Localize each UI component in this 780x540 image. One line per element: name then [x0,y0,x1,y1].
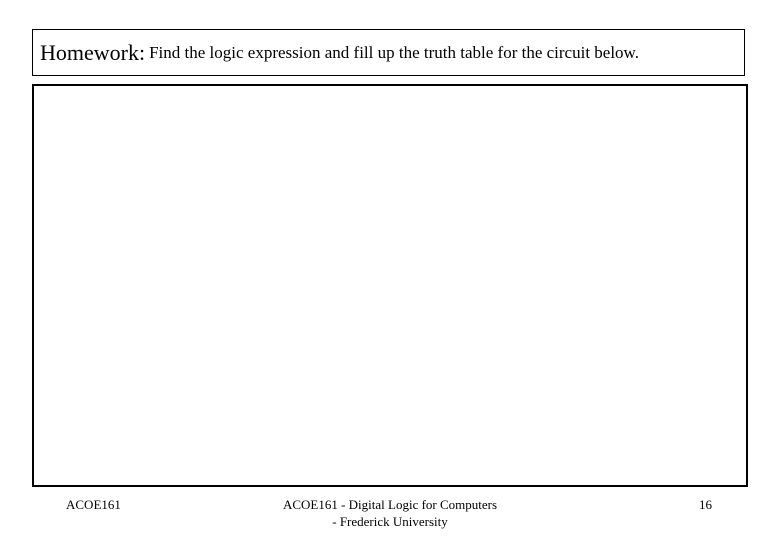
slide-instruction: Find the logic expression and fill up the truth table for the circuit below. [149,42,639,62]
footer-course-title [250,496,530,530]
slide-title-box [32,29,745,76]
frame-corner-left [32,84,42,86]
circuit-area [32,84,748,487]
footer-course-code: ACOE161 [66,497,121,512]
footer-course-title-line2: - Frederick University [332,514,448,529]
footer-course-title-line1: ACOE161 - Digital Logic for Computers [282,497,498,512]
page-number: 16 [699,497,712,512]
frame-corner-right [738,84,748,86]
slide-title: Homework: [40,39,146,65]
